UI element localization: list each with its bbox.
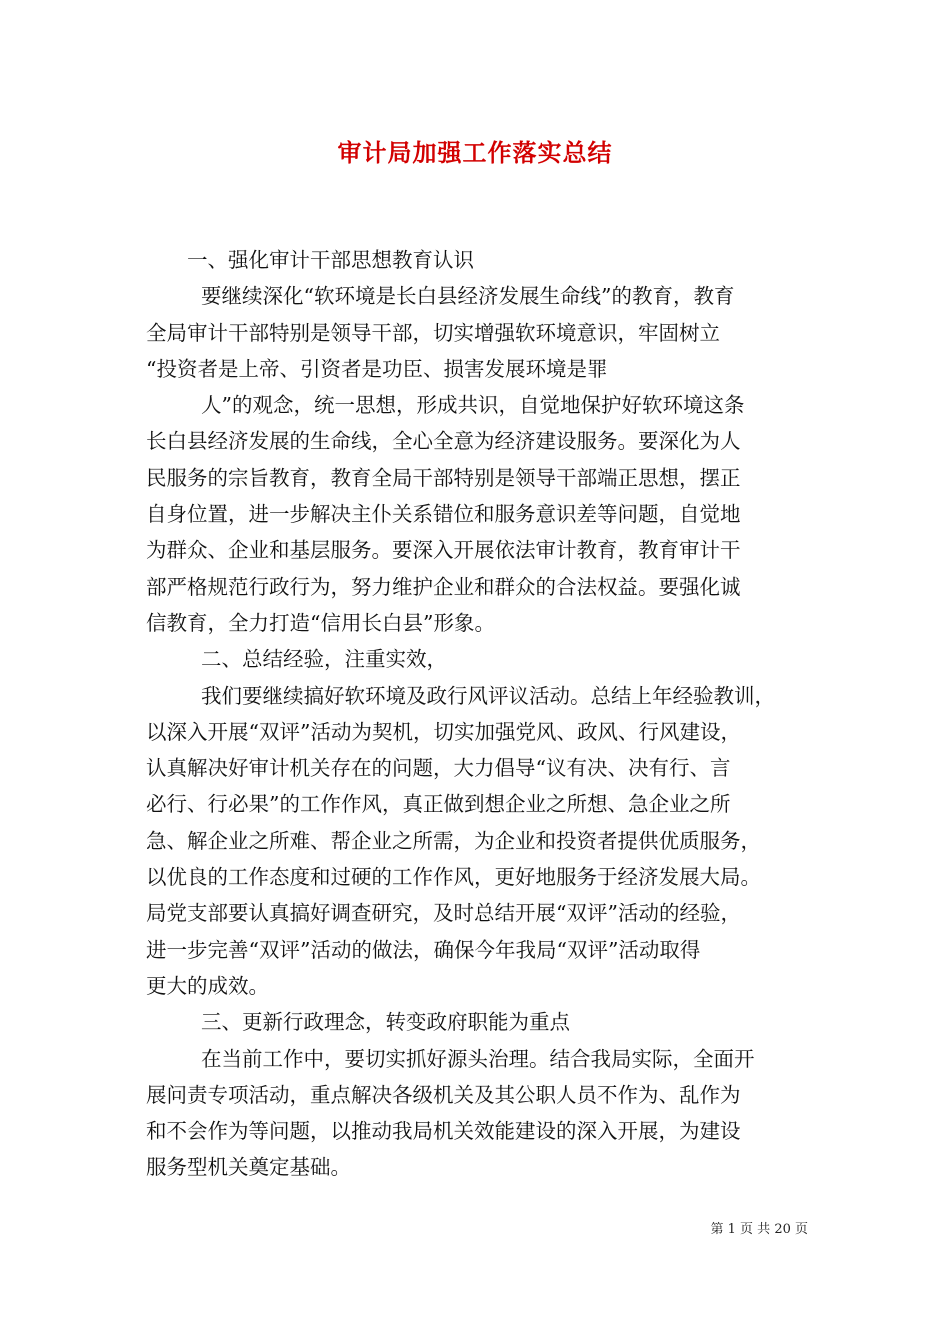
text-line: 长白县经济发展的生命线，全心全意为经济建设服务。要深化为人 [146, 429, 741, 454]
text-line: 服务型机关奠定基础。 [146, 1155, 351, 1180]
text-line: 人”的观念，统一思想，形成共识，自觉地保护好软环境这条 [201, 393, 745, 418]
text-line: 要继续深化“软环境是长白县经济发展生命线”的教育，教育 [201, 284, 735, 309]
text-line: 二、总结经验，注重实效， [201, 647, 447, 672]
text-line: 更大的成效。 [146, 973, 269, 998]
text-line: 自身位置，进一步解决主仆关系错位和服务意识差等问题，自觉地 [146, 502, 741, 527]
text-line: 民服务的宗旨教育，教育全局干部特别是领导干部端正思想，摆正 [146, 465, 741, 490]
text-line: 必行、行必果”的工作作风，真正做到想企业之所想、急企业之所 [146, 792, 731, 817]
text-line: 三、更新行政理念，转变政府职能为重点 [201, 1010, 570, 1035]
text-line: 急、解企业之所难、帮企业之所需，为企业和投资者提供优质服务， [146, 828, 761, 853]
text-line: 展问责专项活动，重点解决各级机关及其公职人员不作为、乱作为 [146, 1082, 741, 1107]
document-title: 审计局加强工作落实总结 [337, 138, 613, 167]
text-line: 全局审计干部特别是领导干部，切实增强软环境意识，牢固树立 [146, 320, 720, 345]
text-line: 一、强化审计干部思想教育认识 [187, 248, 474, 272]
text-line: 以优良的工作态度和过硬的工作作风，更好地服务于经济发展大局。 [146, 865, 761, 890]
text-line: 和不会作为等问题，以推动我局机关效能建设的深入开展，为建设 [146, 1119, 741, 1144]
document-body [146, 242, 806, 1186]
text-line: 局党支部要认真搞好调查研究，及时总结开展“双评”活动的经验， [146, 901, 741, 926]
text-line: 信教育，全力打造“信用长白县”形象。 [146, 610, 495, 635]
text-line: 进一步完善“双评”活动的做法，确保今年我局“双评”活动取得 [146, 937, 701, 962]
text-line: 认真解决好审计机关存在的问题，大力倡导“议有决、决有行、言 [146, 756, 731, 781]
text-line: 我们要继续搞好软环境及政行风评议活动。总结上年经验教训， [201, 683, 775, 708]
text-line: “投资者是上帝、引资者是功臣、损害发展环境是罪 [146, 356, 608, 381]
text-line: 在当前工作中，要切实抓好源头治理。结合我局实际，全面开 [201, 1046, 755, 1071]
text-line: 为群众、企业和基层服务。要深入开展依法审计教育，教育审计干 [146, 538, 741, 563]
text-line: 部严格规范行政行为，努力维护企业和群众的合法权益。要强化诚 [146, 574, 741, 599]
page-footer: 第 1 页 共 20 页 [710, 1222, 808, 1237]
text-line: 以深入开展“双评”活动为契机，切实加强党风、政风、行风建设， [146, 719, 741, 744]
